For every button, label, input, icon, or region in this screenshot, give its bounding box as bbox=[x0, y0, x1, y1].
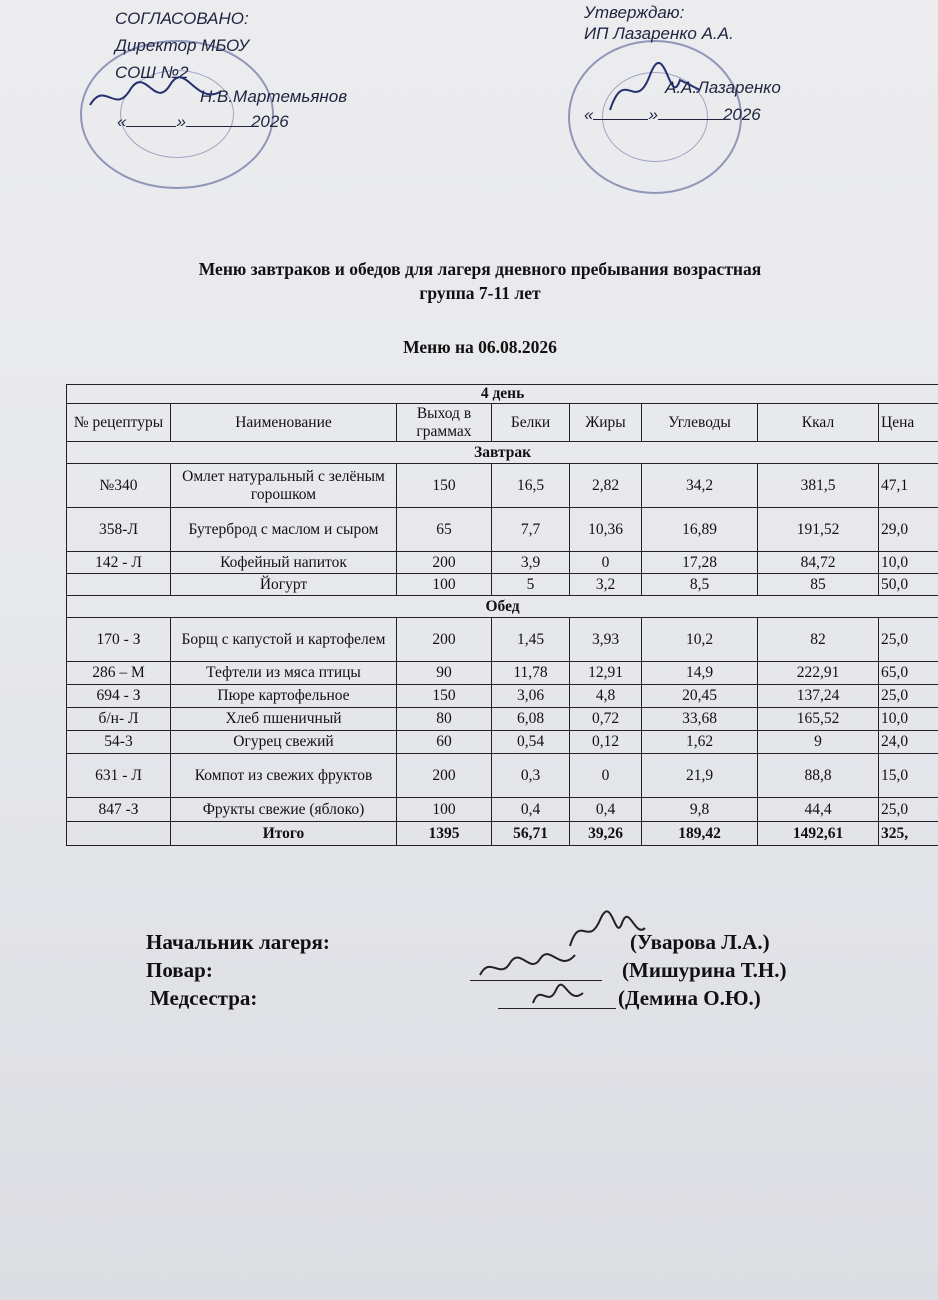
signature-role-cook: Повар: bbox=[146, 958, 213, 982]
approval-right-date: « » 2026 bbox=[584, 105, 761, 124]
total-label: Итого bbox=[171, 822, 397, 846]
cell-name: Омлет натуральный с зелёным горошком bbox=[171, 464, 397, 508]
approval-right-name: А.А.Лазаренко bbox=[665, 78, 781, 97]
cell-weight: 60 bbox=[397, 731, 492, 754]
cell-code: 142 - Л bbox=[67, 552, 171, 574]
cell-weight: 65 bbox=[397, 508, 492, 552]
cell-weight: 200 bbox=[397, 552, 492, 574]
cell-kcal: 222,91 bbox=[758, 662, 879, 685]
table-row bbox=[67, 662, 938, 685]
cell-carbs: 34,2 bbox=[642, 464, 758, 508]
table-row bbox=[67, 731, 938, 754]
document-title-line1: Меню завтраков и обедов для лагеря дневного пребывания возрастная bbox=[198, 259, 762, 279]
cell-kcal: 165,52 bbox=[758, 708, 879, 731]
cell-kcal: 9 bbox=[758, 731, 879, 754]
table-row bbox=[67, 552, 938, 574]
cell-fat: 12,91 bbox=[570, 662, 642, 685]
cell-carbs: 20,45 bbox=[642, 685, 758, 708]
total-weight: 1395 bbox=[397, 822, 492, 846]
cell-name: Йогурт bbox=[171, 574, 397, 596]
header-carbs: Углеводы bbox=[642, 404, 758, 442]
cell-fat: 3,93 bbox=[570, 618, 642, 662]
cell-protein: 7,7 bbox=[492, 508, 570, 552]
table-row bbox=[67, 464, 938, 508]
cell-kcal: 137,24 bbox=[758, 685, 879, 708]
signature-name-head: (Уварова Л.А.) bbox=[630, 930, 770, 954]
day-label: 4 день bbox=[67, 385, 938, 404]
cell-protein: 0,3 bbox=[492, 754, 570, 798]
cell-fat: 0 bbox=[570, 552, 642, 574]
cell-carbs: 1,62 bbox=[642, 731, 758, 754]
cell-code: 286 – М bbox=[67, 662, 171, 685]
cell-code: №340 bbox=[67, 464, 171, 508]
approval-left-date: « » 2026 bbox=[117, 112, 289, 131]
cell-code: 358-Л bbox=[67, 508, 171, 552]
cell-price: 10,0 bbox=[879, 708, 938, 731]
cell-price: 65,0 bbox=[879, 662, 938, 685]
cell-protein: 1,45 bbox=[492, 618, 570, 662]
cell-fat: 10,36 bbox=[570, 508, 642, 552]
cell-carbs: 9,8 bbox=[642, 798, 758, 822]
cell-code: 170 - З bbox=[67, 618, 171, 662]
menu-table bbox=[66, 384, 938, 846]
signature-name-cook: (Мишурина Т.Н.) bbox=[622, 958, 787, 982]
signature-role-nurse: Медсестра: bbox=[150, 986, 258, 1010]
cell-kcal: 85 bbox=[758, 574, 879, 596]
total-fat: 39,26 bbox=[570, 822, 642, 846]
table-row bbox=[67, 618, 938, 662]
cell-kcal: 88,8 bbox=[758, 754, 879, 798]
director-signature bbox=[85, 70, 225, 120]
cell-protein: 5 bbox=[492, 574, 570, 596]
table-row bbox=[67, 508, 938, 552]
cell-weight: 100 bbox=[397, 798, 492, 822]
cell-carbs: 16,89 bbox=[642, 508, 758, 552]
approval-left-line3: СОШ №2 bbox=[115, 63, 189, 82]
header-price: Цена bbox=[879, 404, 938, 442]
header-recipe-no: № рецептуры bbox=[67, 404, 171, 442]
approval-left-name: Н.В.Мартемьянов bbox=[200, 87, 348, 106]
total-row bbox=[67, 822, 938, 846]
cell-weight: 200 bbox=[397, 754, 492, 798]
cell-weight: 90 bbox=[397, 662, 492, 685]
total-protein: 56,71 bbox=[492, 822, 570, 846]
approval-right-line2: ИП Лазаренко А.А. bbox=[584, 24, 734, 43]
cell-kcal: 381,5 bbox=[758, 464, 879, 508]
header-protein: Белки bbox=[492, 404, 570, 442]
cell-name: Борщ с капустой и картофелем bbox=[171, 618, 397, 662]
table-row bbox=[67, 574, 938, 596]
cell-price: 50,0 bbox=[879, 574, 938, 596]
breakfast-section: Завтрак bbox=[67, 442, 938, 464]
cell-name: Огурец свежий bbox=[171, 731, 397, 754]
cell-kcal: 191,52 bbox=[758, 508, 879, 552]
cell-kcal: 84,72 bbox=[758, 552, 879, 574]
cell-weight: 150 bbox=[397, 685, 492, 708]
signature-role-head: Начальник лагеря: bbox=[146, 930, 330, 954]
cell-price: 10,0 bbox=[879, 552, 938, 574]
total-price: 325, bbox=[879, 822, 938, 846]
lunch-section: Обед bbox=[67, 596, 938, 618]
cell-name: Бутерброд с маслом и сыром bbox=[171, 508, 397, 552]
cell-name: Хлеб пшеничный bbox=[171, 708, 397, 731]
cell-code: 694 - З bbox=[67, 685, 171, 708]
cell-name: Тефтели из мяса птицы bbox=[171, 662, 397, 685]
cell-code: 54-3 bbox=[67, 731, 171, 754]
cell-weight: 80 bbox=[397, 708, 492, 731]
cell-carbs: 14,9 bbox=[642, 662, 758, 685]
cell-fat: 3,2 bbox=[570, 574, 642, 596]
table-row bbox=[67, 685, 938, 708]
total-kcal: 1492,61 bbox=[758, 822, 879, 846]
cell-price: 24,0 bbox=[879, 731, 938, 754]
document-title-line2: группа 7-11 лет bbox=[419, 283, 541, 303]
cell-name: Фрукты свежие (яблоко) bbox=[171, 798, 397, 822]
cell-carbs: 8,5 bbox=[642, 574, 758, 596]
owner-signature bbox=[600, 60, 710, 120]
cell-code: б/н- Л bbox=[67, 708, 171, 731]
cell-carbs: 21,9 bbox=[642, 754, 758, 798]
total-carbs: 189,42 bbox=[642, 822, 758, 846]
cell-carbs: 10,2 bbox=[642, 618, 758, 662]
cell-fat: 2,82 bbox=[570, 464, 642, 508]
signature-name-nurse: (Демина О.Ю.) bbox=[618, 986, 761, 1010]
table-row bbox=[67, 708, 938, 731]
cell-price: 15,0 bbox=[879, 754, 938, 798]
cell-code: 631 - Л bbox=[67, 754, 171, 798]
menu-date: Меню на 06.08.2026 bbox=[403, 337, 557, 357]
approval-right-line1: Утверждаю: bbox=[584, 3, 685, 22]
cell-carbs: 33,68 bbox=[642, 708, 758, 731]
table-row bbox=[67, 798, 938, 822]
cell-protein: 0,4 bbox=[492, 798, 570, 822]
cell-price: 25,0 bbox=[879, 685, 938, 708]
cell-name: Кофейный напиток bbox=[171, 552, 397, 574]
cell-price: 47,1 bbox=[879, 464, 938, 508]
header-name: Наименование bbox=[171, 404, 397, 442]
cell-weight: 100 bbox=[397, 574, 492, 596]
cell-fat: 0,4 bbox=[570, 798, 642, 822]
cell-kcal: 82 bbox=[758, 618, 879, 662]
table-row bbox=[67, 754, 938, 798]
cell-price: 25,0 bbox=[879, 618, 938, 662]
cell-fat: 4,8 bbox=[570, 685, 642, 708]
cell-protein: 11,78 bbox=[492, 662, 570, 685]
cell-carbs: 17,28 bbox=[642, 552, 758, 574]
header-weight: Выход в граммах bbox=[397, 404, 492, 442]
header-fat: Жиры bbox=[570, 404, 642, 442]
cell-protein: 0,54 bbox=[492, 731, 570, 754]
cell-kcal: 44,4 bbox=[758, 798, 879, 822]
cell-price: 25,0 bbox=[879, 798, 938, 822]
approval-left-line1: СОГЛАСОВАНО: bbox=[115, 9, 249, 28]
cell-price: 29,0 bbox=[879, 508, 938, 552]
approval-left-line2: Директор МБОУ bbox=[115, 36, 249, 55]
cell-weight: 150 bbox=[397, 464, 492, 508]
cell-name: Компот из свежих фруктов bbox=[171, 754, 397, 798]
cell-name: Пюре картофельное bbox=[171, 685, 397, 708]
cell-fat: 0 bbox=[570, 754, 642, 798]
cell-protein: 6,08 bbox=[492, 708, 570, 731]
cell-protein: 3,06 bbox=[492, 685, 570, 708]
cell-fat: 0,12 bbox=[570, 731, 642, 754]
cell-weight: 200 bbox=[397, 618, 492, 662]
cell-code bbox=[67, 574, 171, 596]
header-kcal: Ккал bbox=[758, 404, 879, 442]
cell-fat: 0,72 bbox=[570, 708, 642, 731]
cell-protein: 3,9 bbox=[492, 552, 570, 574]
cell-code: 847 -З bbox=[67, 798, 171, 822]
cell-protein: 16,5 bbox=[492, 464, 570, 508]
nurse-signature bbox=[528, 978, 588, 1012]
